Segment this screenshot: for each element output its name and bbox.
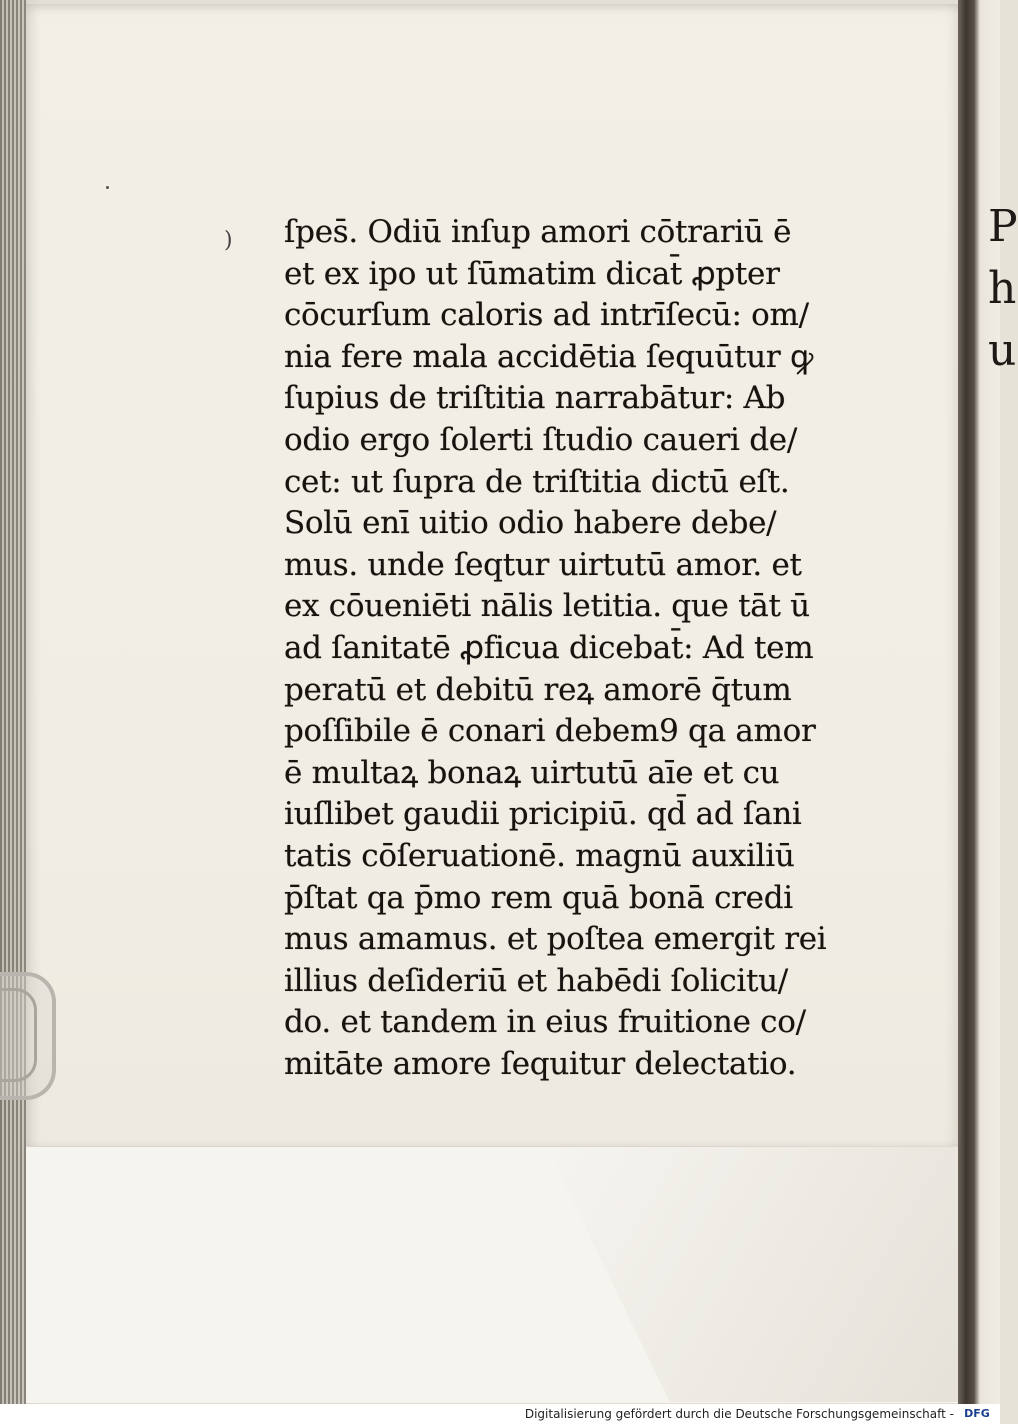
text-line: peratū et debitū reꝝ amorē q̄tum [284, 671, 792, 708]
text-line: poſſibile ē conari debem9 qa amor [284, 713, 816, 750]
next-page-letters [988, 196, 1018, 382]
text-line: p̄ſtat qa p̄mo rem quā bonā credi [284, 879, 793, 916]
text-line: iuſlibet gaudii pricipiū. qd̄ ad ſani [284, 796, 802, 833]
text-line: ex cōueniēti nālis letitia. que tāt ū [284, 588, 810, 625]
footer-strip [0, 1404, 1000, 1424]
text-line: illius deſideriū et habēdi ſolicitu/ [284, 962, 788, 999]
dfg-logo: DFG [964, 1407, 990, 1420]
text-line: mitāte amore ſequitur delectatio. [284, 1045, 797, 1082]
text-line: ſpes̄. Odiū inſup amori cōtrariū ē [284, 214, 792, 250]
paper-clip-inner [0, 988, 37, 1082]
text-line: ad ſanitatē ꝓficua dicebat̄: Ad tem [284, 629, 814, 666]
next-page-letter: P [988, 201, 1018, 252]
text-line: mus. unde ſeqtur uirtutū amor. et [284, 546, 802, 583]
text-line: do. et tandem in eius fruitione co/ [284, 1004, 806, 1041]
next-page-letter: h [988, 263, 1017, 314]
text-line: ē multaꝝ bonaꝝ uirtutū aīe et cu [284, 754, 780, 791]
text-line: Solū enī uitio odio habere debe/ [284, 505, 777, 542]
margin-mark [106, 186, 109, 189]
text-line: cet: ut ſupra de triſtitia dictū eſt. [284, 463, 790, 500]
text-block [284, 212, 844, 1085]
text-line: odio ergo ſolerti ſtudio caueri de/ [284, 421, 797, 458]
text-line: ſupius de triſtitia narrabātur: Ab [284, 380, 786, 417]
text-line: nia fere mala accidētia ſequūtur ꝙ [284, 338, 813, 375]
text-line: tatis cōſeruationē. magnū auxiliū [284, 837, 795, 874]
margin-mark: ) [224, 228, 233, 253]
funding-notice: Digitalisierung gefördert durch die Deutsche Forschungsgemeinschaft - [524, 1407, 954, 1421]
text-line: mus amamus. et poſtea emergit rei [284, 921, 827, 958]
text-line: cōcurſum caloris ad intrīſecū: om/ [284, 297, 809, 334]
text-line: et ex ipo ut ſūmatim dicat̄ ꝓpter [284, 255, 780, 292]
page-edges [0, 0, 26, 1404]
next-page-letter: u [988, 325, 1017, 376]
